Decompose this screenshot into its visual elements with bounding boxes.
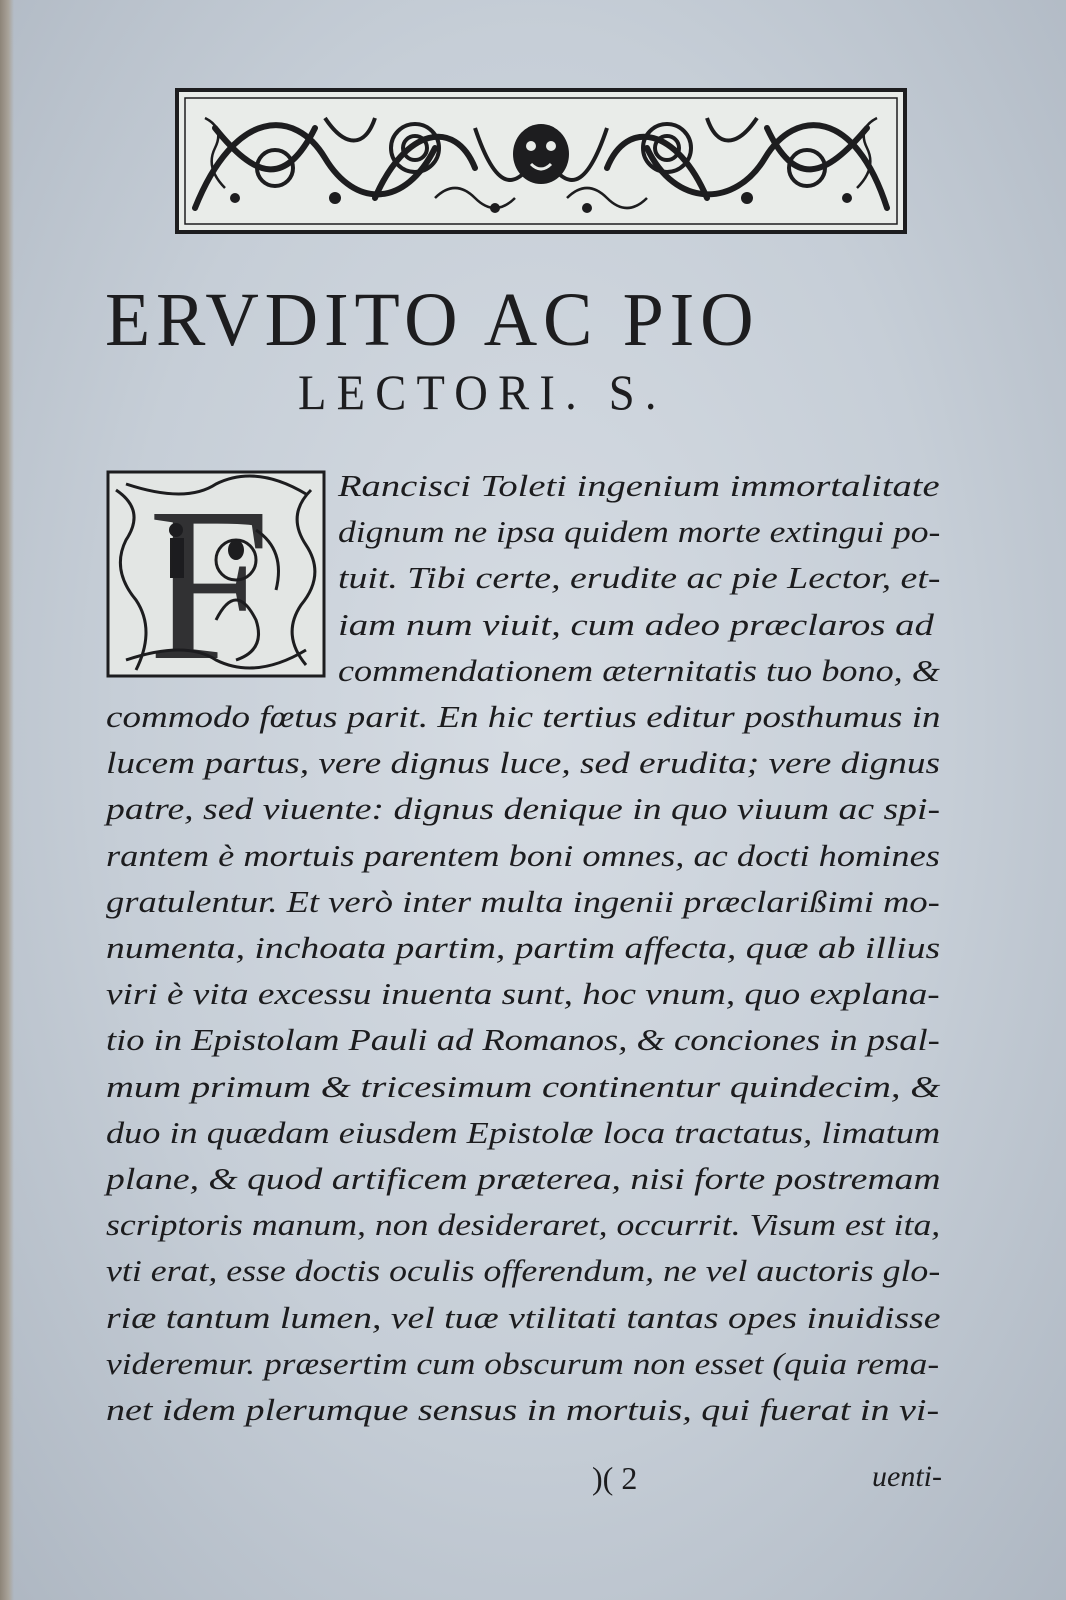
body-line: rantem è mortuis parentem boni omnes, ac docti homines — [106, 838, 940, 873]
signature-mark: )( 2 — [592, 1460, 638, 1496]
catchword: uenti- — [872, 1460, 942, 1493]
heading-line-2: LECTORI. S. — [298, 364, 667, 420]
body-line: numenta, inchoata partim, partim affecta, quæ ab illius — [106, 930, 941, 965]
body-line: dignum ne ipsa quidem morte extingui po- — [338, 514, 941, 549]
ornamental-headpiece — [175, 88, 907, 234]
body-line: commendationem æternitatis tuo bono, & — [338, 653, 940, 688]
body-line: commodo fœtus parit. En hic tertius editur posthumus in — [106, 699, 941, 734]
body-line: riæ tantum lumen, vel tuæ vtilitati tantas opes inuidisse — [106, 1300, 941, 1335]
body-line: patre, sed viuente: dignus denique in quo viuum ac spi- — [106, 791, 941, 826]
book-spine-edge — [0, 0, 14, 1600]
drop-cap-letter: F — [148, 470, 271, 678]
body-line: plane, & quod artificem præterea, nisi forte postremam — [106, 1161, 941, 1196]
body-line: net idem plerumque sensus in mortuis, qui fuerat in vi- — [106, 1392, 940, 1427]
body-line: duo in quædam eiusdem Epistolæ loca tractatus, limatum — [106, 1115, 941, 1150]
body-line: iam num viuit, cum adeo præclaros ad — [338, 607, 934, 642]
body-line: mum primum & tricesimum continentur quindecim, & — [106, 1069, 941, 1104]
body-line: vti erat, esse doctis oculis offerendum, ne vel auctoris glo- — [106, 1253, 941, 1288]
historiated-drop-cap — [106, 470, 326, 678]
body-line: tuit. Tibi certe, erudite ac pie Lector, et- — [338, 560, 941, 595]
heading-line-1: ERVDITO AC PIO — [105, 278, 760, 362]
body-line: gratulentur. Et verò inter multa ingenii præclarißimi mo- — [106, 884, 940, 919]
body-line: lucem partus, vere dignus luce, sed erudita; vere dignus — [106, 745, 941, 780]
body-line: tio in Epistolam Pauli ad Romanos, & conciones in psal- — [106, 1022, 940, 1057]
body-line: viri è vita excessu inuenta sunt, hoc vnum, quo explana- — [106, 976, 940, 1011]
body-line: Rancisci Toleti ingenium immortalitate — [338, 468, 940, 503]
body-line: videremur. præsertim cum obscurum non esset (quia rema- — [106, 1346, 940, 1381]
body-line: scriptoris manum, non desideraret, occurrit. Visum est ita, — [106, 1207, 941, 1242]
